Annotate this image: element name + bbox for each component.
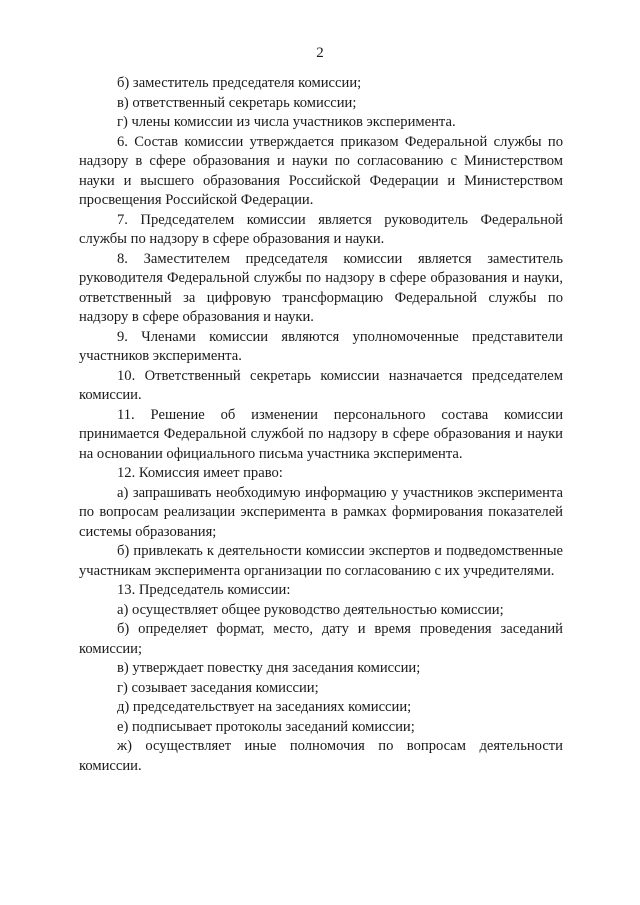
paragraph-clause-13-b: б) определяет формат, место, дату и время проведения заседаний комиссии; xyxy=(79,621,563,657)
paragraph-clause-12-a: а) запрашивать необходимую информацию у участников эксперимента по вопросам реализации эксперимента в рамках формирования показателей системы образования; xyxy=(79,484,563,540)
paragraph-clause-10: 10. Ответственный секретарь комиссии назначается председателем комиссии. xyxy=(79,367,563,403)
paragraph-clause-13: 13. Председатель комиссии: xyxy=(117,582,291,598)
paragraph-clause-11: 11. Решение об изменении персонального состава комиссии принимается Федеральной службой по надзору в сфере образования и науки на основании официального письма участника эксперимента. xyxy=(79,406,563,462)
paragraph-clause-7: 7. Председателем комиссии является руководитель Федеральной службы по надзору в сфере образования и науки. xyxy=(79,211,563,247)
paragraph-clause-13-zh: ж) осуществляет иные полномочия по вопросам деятельности комиссии. xyxy=(79,738,563,774)
paragraph-clause-13-d: д) председательствует на заседаниях комиссии; xyxy=(117,699,412,715)
paragraph-clause-12-b: б) привлекать к деятельности комиссии экспертов и подведомственные участникам эксперимента организации по согласованию с их учредителями. xyxy=(79,543,563,579)
paragraph-item-v-secretary: в) ответственный секретарь комиссии; xyxy=(117,94,357,111)
paragraph-clause-13-g: г) созывает заседания комиссии; xyxy=(117,679,319,696)
document-body xyxy=(79,74,563,776)
paragraph-clause-9: 9. Членами комиссии являются уполномоченные представители участников эксперимента. xyxy=(79,328,563,364)
paragraph-clause-13-e: е) подписывает протоколы заседаний комиссии; xyxy=(117,718,415,735)
page-number: 2 xyxy=(316,45,324,61)
paragraph-clause-13-v: в) утверждает повестку дня заседания комиссии; xyxy=(117,660,421,676)
paragraph-clause-6: 6. Состав комиссии утверждается приказом Федеральной службы по надзору в сфере образования и науки по согласованию с Министерством науки и высшего образования Российской Федерации и Министерством просвещения Российской Федерации. xyxy=(79,133,563,208)
paragraph-item-b-deputy: б) заместитель председателя комиссии; xyxy=(117,75,362,91)
paragraph-item-g-members: г) члены комиссии из числа участников эксперимента. xyxy=(117,114,456,130)
paragraph-clause-8: 8. Заместителем председателя комиссии является заместитель руководителя Федеральной службы по надзору в сфере образования и науки, ответственный за цифровую трансформацию Федеральной службы по надзору в сфере образования и науки. xyxy=(79,250,563,325)
paragraph-clause-13-a: а) осуществляет общее руководство деятельностью комиссии; xyxy=(117,601,504,618)
paragraph-clause-12: 12. Комиссия имеет право: xyxy=(117,465,283,481)
